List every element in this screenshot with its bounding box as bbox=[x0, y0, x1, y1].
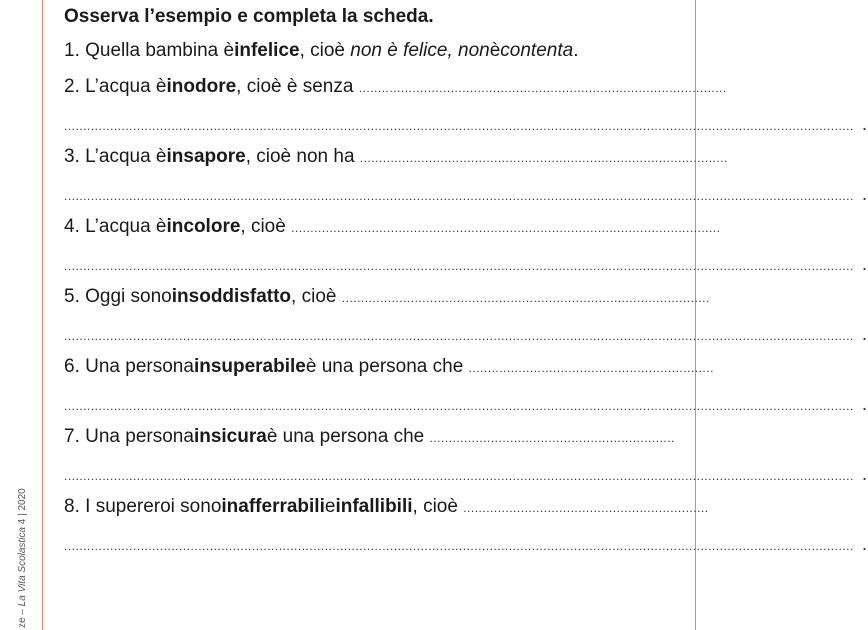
side-credit: ze – La Vita Scolastica 4 | 2020 bbox=[17, 488, 28, 628]
answer-blank-row[interactable]: .............................................................................................................................................................................................................. . bbox=[64, 324, 868, 345]
answer-blank-row[interactable]: .............................................................................................................................................................................................................. . bbox=[64, 534, 868, 555]
answer-blank[interactable]: ................................................................ bbox=[429, 431, 675, 445]
answer-blank-row[interactable]: .............................................................................................................................................................................................................. . bbox=[64, 254, 868, 275]
answer-blank-row[interactable]: .............................................................................................................................................................................................................. . bbox=[64, 184, 868, 205]
exercise-item: 4. L’acqua è incolore , cioè ................................................................................................................ bbox=[64, 216, 721, 237]
exercise-item: 5. Oggi sono insoddisfatto , cioè ................................................................................................ bbox=[64, 286, 710, 307]
answer-blank[interactable]: ................................................................................................................ bbox=[291, 221, 721, 235]
answer-blank[interactable]: ................................................................................................ bbox=[358, 81, 727, 95]
exercise-item: 7. Una persona insicura è una persona che ................................................................ bbox=[64, 426, 675, 447]
answer-blank-row[interactable]: .............................................................................................................................................................................................................. . bbox=[64, 394, 868, 415]
exercise-item: 3. L’acqua è insapore , cioè non ha ................................................................................................ bbox=[64, 146, 728, 167]
example-sentence: 1. Quella bambina è infelice , cioè non è felice, non è contenta . bbox=[64, 40, 579, 61]
left-border-line bbox=[42, 0, 43, 630]
answer-blank[interactable]: ................................................................ bbox=[463, 501, 709, 515]
exercise-title: Osserva l’esempio e completa la scheda. bbox=[64, 6, 434, 27]
answer-blank-row[interactable]: .............................................................................................................................................................................................................. . bbox=[64, 114, 868, 135]
answer-blank-row[interactable]: .............................................................................................................................................................................................................. . bbox=[64, 464, 868, 485]
exercise-item: 8. I supereroi sono inafferrabili e infallibili , cioè ................................................................ bbox=[64, 496, 709, 517]
answer-blank[interactable]: ................................................................................................ bbox=[359, 151, 728, 165]
answer-blank[interactable]: ................................................................................................ bbox=[341, 291, 710, 305]
exercise-item: 2. L’acqua è inodore , cioè è senza ................................................................................................ bbox=[64, 76, 727, 97]
exercise-item: 6. Una persona insuperabile è una persona che ................................................................ bbox=[64, 356, 714, 377]
answer-blank[interactable]: ................................................................ bbox=[468, 361, 714, 375]
